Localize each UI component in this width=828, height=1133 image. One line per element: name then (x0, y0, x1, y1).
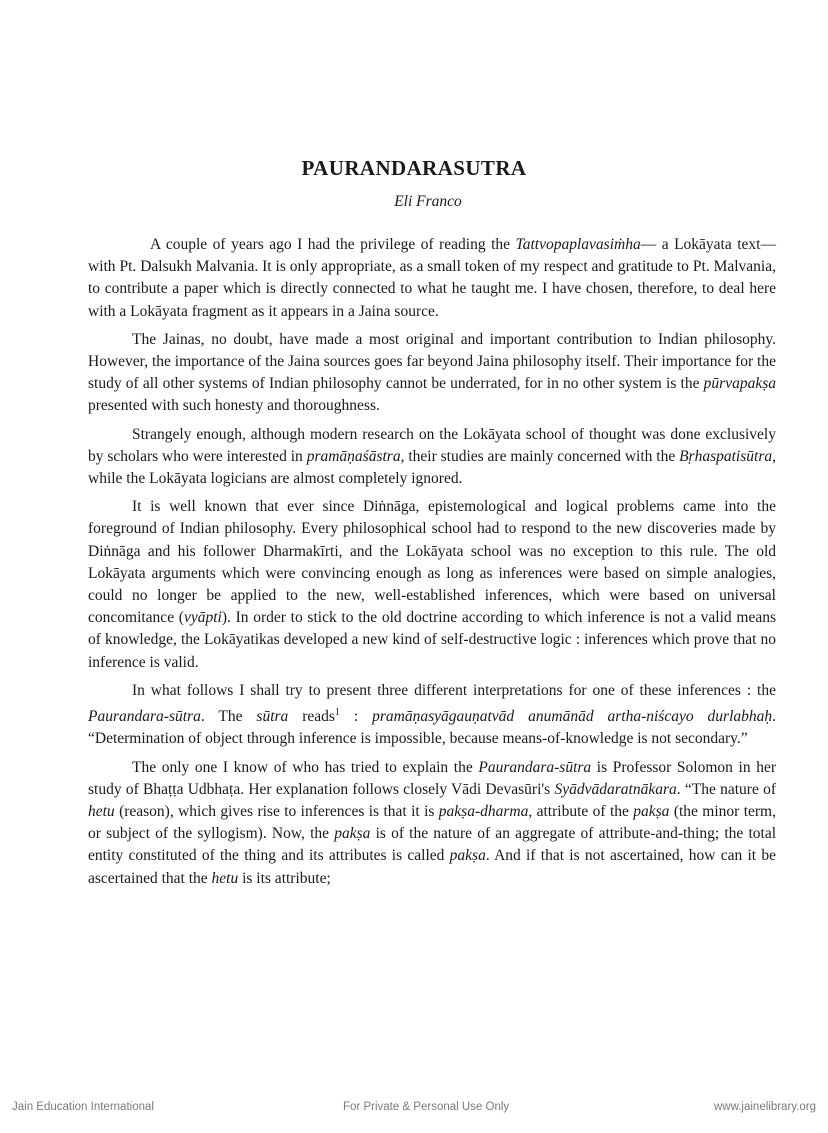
text-run: A couple of years ago I had the privilege of reading the (150, 236, 516, 253)
text-run: The Jainas, no doubt, have made a most original and important contribution to Indian philosophy. However, the importance of the Jaina sources goes far beyond Jaina philosophy itself. Their importance for the study of all other systems of Indian philosophy cannot be underrated, for in no other system is the (88, 330, 776, 393)
italic-term: sūtra (256, 708, 289, 726)
text-run: It is well known that ever since Diṅnāga, epistemological and logical problems came into the foreground of Indian philosophy. Every philosophical school had to respond to the new discoveries made by Diṅnāga and his follower Dharmakīrti, and the Lokāyata school was no exception to this rule. The old Lokāyata arguments which were convincing enough as long as inferences were based on simple analogies, could no longer be applied to the new, well-established inferences, which were based on universal concomitance ( (88, 498, 776, 627)
text-run: The only one I know of who has tried to explain the (132, 758, 479, 776)
paragraph-2 (88, 329, 776, 418)
paragraph-4 (88, 496, 776, 674)
italic-term: pakṣa-dharma (438, 803, 529, 821)
article-title (0, 156, 828, 181)
italic-term: pramāṇasyāgauṇatvād anumānād artha-niścayo durlabhaḥ (372, 708, 773, 726)
page-footer (0, 1101, 828, 1121)
text-run: . “Determination of object through inference is impossible, because means-of-knowledge is not secondary.” (88, 708, 776, 748)
italic-term: pūrvapakṣa (703, 375, 776, 393)
italic-term: pakṣa (633, 803, 670, 821)
text-run: reads (288, 708, 335, 726)
italic-term: pakṣa (449, 847, 486, 865)
paragraph-5 (88, 680, 776, 751)
italic-term: Tattvopaplavasiṁha (515, 236, 641, 253)
text-run: presented with such honesty and thoroughness. (88, 397, 380, 415)
article-author: Eli Franco (394, 193, 462, 210)
text-run: . The (200, 708, 257, 726)
text-run: . And if that is not ascertained, how can it be ascertained that the (88, 847, 776, 887)
article-body (88, 234, 776, 896)
paragraph-3 (88, 424, 776, 491)
footer-publisher: Jain Education International (12, 1101, 154, 1113)
text-run: ). In order to stick to the old doctrine according to which inference is not a valid means of knowledge, the Lokāyatikas developed a new kind of self-destructive logic : inferences which prove that no inference is valid. (88, 609, 776, 671)
italic-term: Syādvādaratnākara (554, 780, 677, 798)
paragraph-1 (88, 234, 776, 323)
text-run: — a Lokāyata text—with Pt. Dalsukh Malvania. It is only appropriate, as a small token of my respect and gratitude to Pt. Malvania, to contribute a paper which is directly connected to what he taught me. I have chosen, therefore, to deal here with a Lokāyata fragment as it appears in a Jaina source. (88, 236, 776, 320)
italic-term: Paurandara-sūtra (478, 758, 592, 776)
italic-term: Paurandara-sūtra (88, 708, 201, 726)
text-run: is its attribute; (238, 869, 331, 887)
text-run: . “The nature of (676, 780, 776, 798)
title-text: PAURANDARASUTRA (301, 156, 527, 180)
text-run: (the minor term, or subject of the syllogism). Now, the (88, 803, 776, 843)
italic-term: hetu (211, 869, 239, 887)
italic-term: vyāpti (183, 609, 222, 627)
footer-website[interactable]: www.jainelibrary.org (713, 1101, 816, 1113)
paragraph-6 (88, 757, 776, 890)
text-run: is of the nature of an aggregate of attribute-and-thing; the total entity constituted of the thing and its attributes is called (88, 825, 777, 865)
italic-term: Bṛhaspatisūtra (679, 447, 773, 465)
text-run: , their studies are mainly concerned with the (400, 447, 680, 465)
text-run: Strangely enough, although modern research on the Lokāyata school of thought was done exclusively by scholars who were interested in (88, 425, 776, 465)
text-run: , while the Lokāyata logicians are almost completely ignored. (88, 447, 776, 488)
footnote-marker[interactable]: 1 (334, 707, 340, 719)
text-run: In what follows I shall try to present three different interpretations for one of these inferences : the (132, 681, 776, 699)
italic-term: pakṣa (334, 825, 371, 843)
text-run: , attribute of the (528, 803, 634, 821)
text-run: (reason), which gives rise to inferences is that it is (114, 803, 439, 821)
italic-term: pramāṇaśāstra (306, 447, 401, 465)
footer-usage-note: For Private & Personal Use Only (343, 1101, 510, 1113)
italic-term: hetu (88, 803, 115, 821)
text-run: : (339, 708, 373, 726)
text-run: is Professor Solomon in her study of Bhaṭṭa Udbhaṭa. Her explanation follows closely Vādi Devasūri's (88, 758, 776, 798)
